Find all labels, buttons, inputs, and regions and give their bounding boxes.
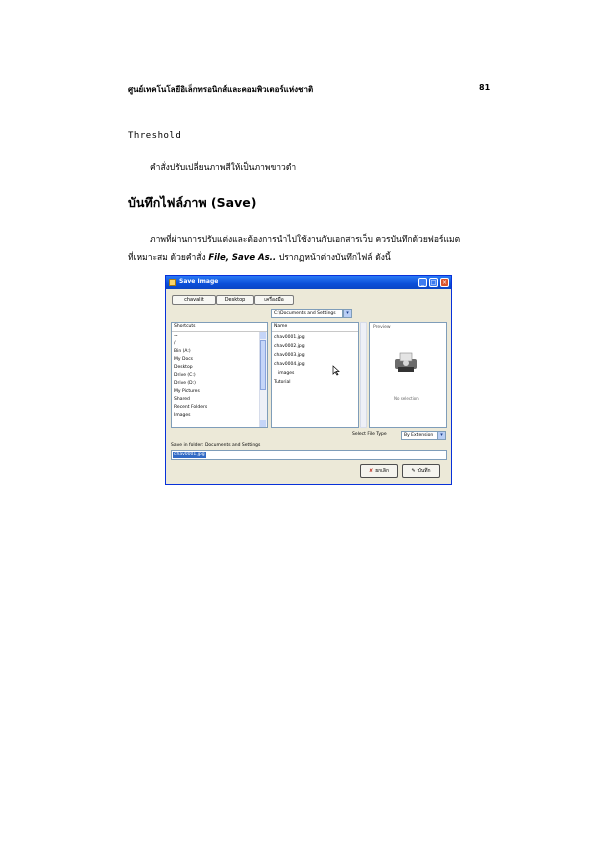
shortcuts-pane[interactable] xyxy=(171,322,268,428)
file-type-select[interactable]: By Extension xyxy=(401,431,438,440)
list-item[interactable]: Images xyxy=(174,413,191,418)
minimize-button[interactable]: _ xyxy=(418,278,427,287)
cancel-icon: ✘ xyxy=(369,468,374,474)
path-button-user[interactable]: chavalit xyxy=(172,295,216,305)
list-item[interactable]: images xyxy=(278,371,295,376)
section-heading: บันทึกไฟล์ภาพ (Save) xyxy=(128,195,257,210)
save-icon: ✎ xyxy=(411,468,416,474)
save-image-dialog xyxy=(165,275,452,485)
list-item[interactable]: chav0004.jpg xyxy=(274,362,305,367)
list-item[interactable]: Drive (C:) xyxy=(174,373,196,378)
close-button[interactable]: × xyxy=(441,279,448,286)
scrollbar[interactable] xyxy=(259,332,267,427)
paragraph-text-a: ที่เหมาะสม ด้วยคำสั่ง xyxy=(128,253,209,263)
save-label: บันทึก xyxy=(417,468,431,474)
threshold-term: Threshold xyxy=(128,131,182,141)
name-column-header[interactable]: Name xyxy=(272,323,358,332)
list-item[interactable]: Desktop xyxy=(174,365,193,370)
list-item[interactable]: Bin (A:) xyxy=(174,349,191,354)
maximize-button[interactable]: □ xyxy=(430,279,437,286)
preview-caption: No selection xyxy=(394,396,419,401)
printer-icon xyxy=(392,351,420,373)
save-button[interactable] xyxy=(402,464,440,478)
list-item[interactable]: My Pictures xyxy=(174,389,200,394)
page-header: ศูนย์เทคโนโลยีอิเล็กทรอนิกส์และคอมพิวเตอร์แห่งชาติ xyxy=(128,85,314,94)
list-item[interactable]: chav0001.jpg xyxy=(274,335,305,340)
list-item[interactable]: Drive (D:) xyxy=(174,381,196,386)
chevron-down-icon[interactable]: ▾ xyxy=(437,431,446,440)
preview-pane xyxy=(369,322,447,428)
filename-value[interactable]: chav0001.jpg xyxy=(174,452,205,457)
cancel-label: ยกเลิก xyxy=(375,468,389,474)
list-item[interactable]: / xyxy=(174,341,176,346)
cancel-button[interactable] xyxy=(360,464,398,478)
list-item[interactable]: chav0003.jpg xyxy=(274,353,305,358)
list-item[interactable]: Recent Folders xyxy=(174,405,208,410)
app-icon xyxy=(169,279,176,286)
paragraph-line-1: ภาพที่ผ่านการปรับแต่งและต้องการนำไปใช้งานกับเอกสารเว็บ ควรบันทึกด้วยฟอร์แมต xyxy=(150,235,461,245)
dialog-titlebar xyxy=(166,276,451,289)
filename-field[interactable] xyxy=(171,450,447,460)
preview-label: Preview xyxy=(373,325,391,330)
shortcuts-header[interactable]: Shortcuts xyxy=(172,323,267,332)
threshold-description: คำสั่งปรับเปลี่ยนภาพสีให้เป็นภาพขาวดำ xyxy=(150,163,297,173)
path-button-desktop[interactable]: Desktop xyxy=(216,295,254,305)
menu-command: File, Save As.. xyxy=(208,253,277,263)
list-item[interactable]: Shared xyxy=(174,397,190,402)
paragraph-text-b: ปรากฏหน้าต่างบันทึกไฟล์ ดังนี้ xyxy=(276,253,391,263)
paragraph-line-2 xyxy=(128,250,391,264)
files-pane[interactable] xyxy=(271,322,359,428)
folder-label: Save in folder: Documents and Settings xyxy=(171,443,261,448)
list-item[interactable]: My Docs xyxy=(174,357,194,362)
path-button-folder[interactable]: เครื่องมือ xyxy=(254,295,294,305)
file-type-label: Select File Type xyxy=(352,432,387,437)
page-number: 81 xyxy=(479,83,491,92)
mouse-cursor-icon xyxy=(332,365,340,376)
list-item[interactable]: Tutorial xyxy=(274,380,291,385)
dialog-title: Save Image xyxy=(179,278,219,285)
chevron-down-icon[interactable]: ▾ xyxy=(343,309,352,318)
location-field[interactable]: C:\Documents and Settings xyxy=(271,309,343,318)
list-item[interactable]: ~ xyxy=(174,334,178,339)
list-item[interactable]: chav0002.jpg xyxy=(274,344,305,349)
scrollbar[interactable] xyxy=(360,322,367,428)
